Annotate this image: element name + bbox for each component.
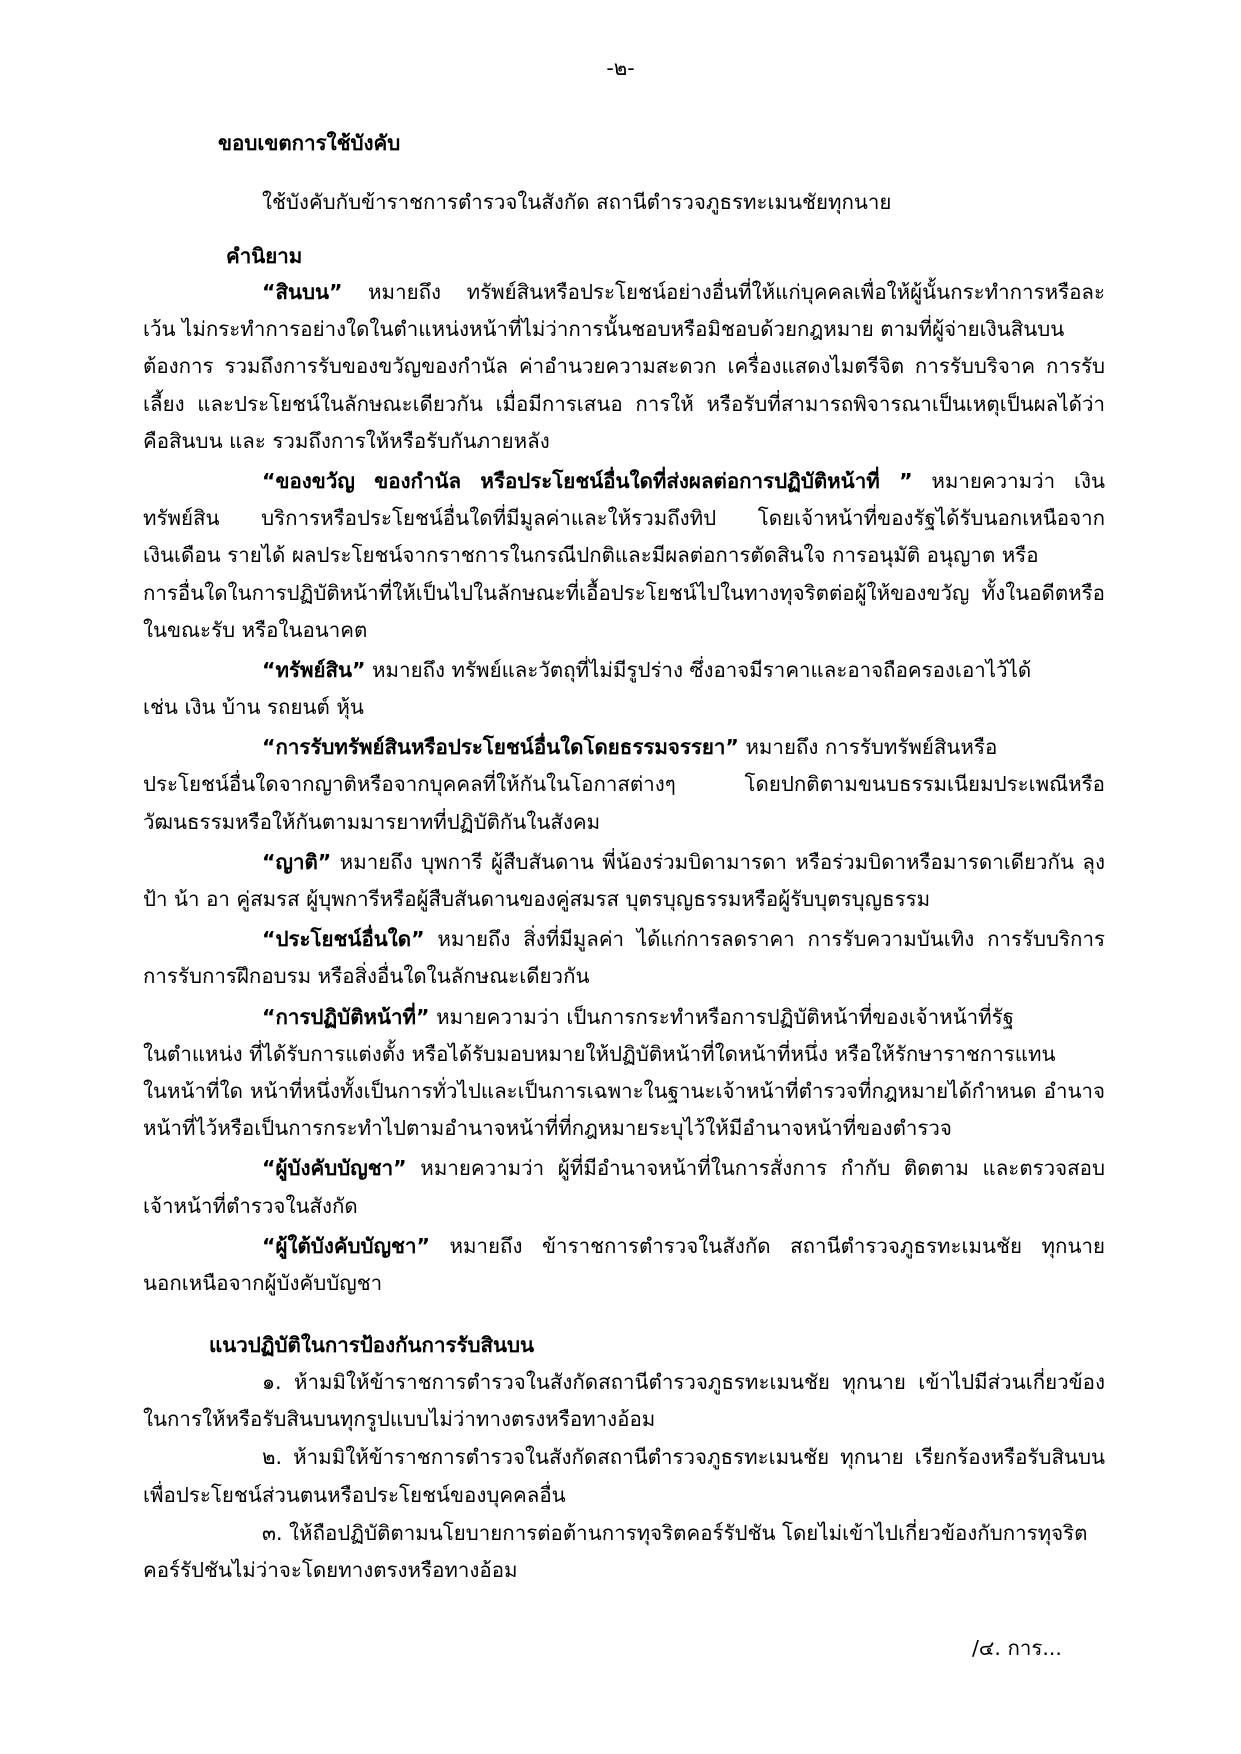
- definition-line: วัฒนธรรมหรือให้กันตามมารยาทที่ปฏิบัติกันในสังคม: [143, 809, 601, 834]
- definition-line: หน้าที่ไว้หรือเป็นการกระทำไปตามอำนาจหน้าที่ที่กฎหมายระบุไว้ให้มีอำนาจหน้าที่ของตำรวจ: [143, 1116, 952, 1141]
- guideline-item: [143, 1515, 1105, 1589]
- definition-line: ประโยชน์อื่นใดจากญาติหรือจากบุคคลที่ให้กันในโอกาสต่างๆ โดยปกติตามขนบธรรมเนียมประเพณีหรือ: [143, 772, 1105, 797]
- scope-body: [143, 184, 1105, 221]
- guidelines-list: [143, 1364, 1105, 1589]
- definition-term: “ทรัพย์สิน”: [262, 657, 366, 682]
- definition-line: ในตำแหน่ง ที่ได้รับการแต่งตั้ง หรือได้รับมอบหมายให้ปฏิบัติหน้าที่ใดหน้าที่หนึ่ง หรือให้รักษาราชการแทน: [143, 1041, 1056, 1066]
- definition-text: หมายความว่า เงิน: [912, 468, 1105, 493]
- guideline-line: ๓. ให้ถือปฏิบัติตามนโยบายการต่อต้านการทุจริตคอร์รัปชัน โดยไม่เข้าไปเกี่ยวข้องกับการทุจริต: [262, 1520, 1088, 1545]
- definition-line: [143, 1228, 1105, 1265]
- definition-term: “การรับทรัพย์สินหรือประโยชน์อื่นใดโดยธรรมจรรยา”: [262, 735, 739, 760]
- guideline-line: คอร์รัปชันไม่ว่าจะโดยทางตรงหรือทางอ้อม: [143, 1557, 518, 1582]
- definition-text: หมายถึง บุพการี ผู้สืบสันดาน พี่น้องร่วมบิดามารดา หรือร่วมบิดาหรือมารดาเดียวกัน ลุง: [331, 849, 1105, 874]
- definition-line: ในขณะรับ หรือในอนาคต: [143, 617, 368, 642]
- definitions-section: [143, 238, 1105, 275]
- continuation-marker: /๔. การ...: [972, 1636, 1062, 1660]
- definition-line: [143, 652, 1105, 689]
- scope-section: [143, 125, 1105, 162]
- definition-line: ในหน้าที่ใด หน้าที่หนึ่งทั้งเป็นการทั่วไปและเป็นการเฉพาะในฐานะเจ้าหน้าที่ตำรวจที่กฎหมายได้กำหนด อำนาจ: [143, 1078, 1105, 1103]
- definition-text: หมายความว่า เป็นการกระทำหรือการปฏิบัติหน้าที่ของเจ้าหน้าที่รัฐ: [429, 1004, 1014, 1029]
- definition-item: [143, 652, 1105, 726]
- definition-text: หมายถึง ทรัพย์สินหรือประโยชน์อย่างอื่นที่ให้แก่บุคคลเพื่อให้ผู้นั้นกระทำการหรือละ: [342, 280, 1105, 304]
- definition-line: [143, 463, 1105, 500]
- definition-item: [143, 844, 1105, 918]
- definition-text: หมายถึง ทรัพย์และวัตถุที่ไม่มีรูปร่าง ซึ่งอาจมีราคาและอาจถือครองเอาไว้ได้: [365, 657, 1032, 682]
- definition-line: ต้องการ รวมถึงการรับของขวัญของกำนัล ค่าอำนวยความสะดวก เครื่องแสดงไมตรีจิต การรับบริจาค การรับ: [143, 354, 1105, 379]
- definition-term: “ญาติ”: [262, 849, 332, 874]
- definition-line: [143, 274, 1105, 311]
- definition-text: หมายความว่า ผู้ที่มีอำนาจหน้าที่ในการสั่งการ กำกับ ติดตาม และตรวจสอบ: [406, 1156, 1105, 1181]
- guideline-line: เพื่อประโยชน์ส่วนตนหรือประโยชน์ของบุคคลอื่น: [143, 1482, 566, 1507]
- guideline-line: ๒. ห้ามมิให้ข้าราชการตำรวจในสังกัดสถานีตำรวจภูธรทะเมนชัย ทุกนาย เรียกร้องหรือรับสินบน: [262, 1445, 1105, 1470]
- guideline-item: [143, 1364, 1105, 1438]
- definitions-list: [143, 274, 1105, 1302]
- definition-item: [143, 1150, 1105, 1224]
- definition-line: [143, 921, 1105, 958]
- definition-line: นอกเหนือจากผู้บังคับบัญชา: [143, 1270, 383, 1295]
- definition-line: [143, 844, 1105, 881]
- definition-item: [143, 729, 1105, 841]
- definition-term: “สินบน”: [262, 280, 343, 304]
- definition-term: “การปฏิบัติหน้าที่”: [262, 1004, 430, 1029]
- definition-line: เว้น ไม่กระทำการอย่างใดในตำแหน่งหน้าที่ไม่ว่าการนั้นชอบหรือมิชอบด้วยกฎหมาย ตามที่ผู้จ่ายเงินสินบน: [143, 317, 1065, 342]
- definition-item: [143, 1228, 1105, 1302]
- definition-line: การรับการฝึกอบรม หรือสิ่งอื่นใดในลักษณะเดียวกัน: [143, 964, 590, 989]
- definition-line: เลี้ยง และประโยชน์ในลักษณะเดียวกัน เมื่อมีการเสนอ การให้ หรือรับที่สามารถพิจารณาเป็นเหตุเป็นผลได้ว่า: [143, 391, 1105, 416]
- definition-text: หมายถึง การรับทรัพย์สินหรือ: [738, 735, 998, 760]
- definition-line: คือสินบน และ รวมถึงการให้หรือรับกันภายหลัง: [143, 428, 550, 453]
- definition-term: “ผู้บังคับบัญชา”: [262, 1156, 407, 1181]
- definition-term: “ประโยชน์อื่นใด”: [262, 927, 425, 952]
- definition-item: [143, 463, 1105, 649]
- definition-item: [143, 999, 1105, 1148]
- definition-text: หมายถึง สิ่งที่มีมูลค่า ได้แก่การลดราคา การรับความบันเทิง การรับบริการ: [424, 927, 1105, 952]
- guideline-line: ในการให้หรือรับสินบนทุกรูปแบบไม่ว่าทางตรงหรือทางอ้อม: [143, 1407, 656, 1432]
- scope-heading: ขอบเขตการใช้บังคับ: [218, 131, 401, 155]
- definition-line: [143, 729, 1105, 766]
- definition-term: “ผู้ใต้บังคับบัญชา”: [262, 1233, 430, 1258]
- definition-text: หมายถึง ข้าราชการตำรวจในสังกัด สถานีตำรวจภูธรทะเมนชัย ทุกนาย: [429, 1233, 1105, 1258]
- definition-line: เงินเดือน รายได้ ผลประโยชน์จากราชการในกรณีปกติและมีผลต่อการตัดสินใจ การอนุมัติ อนุญาต หรือ: [143, 543, 1039, 568]
- guidelines-heading: แนวปฏิบัติในการป้องกันการรับสินบน: [209, 1333, 535, 1357]
- scope-text: ใช้บังคับกับข้าราชการตำรวจในสังกัด สถานีตำรวจภูธรทะเมนชัยทุกนาย: [262, 190, 892, 214]
- guidelines-section: [143, 1327, 1105, 1364]
- definition-line: [143, 1150, 1105, 1187]
- definition-line: ป้า น้า อา คู่สมรส ผู้บุพการีหรือผู้สืบสันดานของคู่สมรส บุตรบุญธรรมหรือผู้รับบุตรบุญธรรม: [143, 887, 931, 911]
- definition-line: เช่น เงิน บ้าน รถยนต์ หุ้น: [143, 695, 364, 720]
- guideline-item: [143, 1439, 1105, 1513]
- definition-line: ทรัพย์สิน บริการหรือประโยชน์อื่นใดที่มีมูลค่าและให้รวมถึงทิป โดยเจ้าหน้าที่ของรัฐได้รับนอกเหนือจาก: [143, 506, 1105, 531]
- definition-line: เจ้าหน้าที่ตำรวจในสังกัด: [143, 1193, 358, 1218]
- definitions-heading: คำนิยาม: [226, 244, 303, 268]
- definition-term: “ของขวัญ ของกำนัล หรือประโยชน์อื่นใดที่ส่งผลต่อการปฏิบัติหน้าที่ ”: [262, 468, 913, 493]
- definition-item: [143, 921, 1105, 995]
- definition-item: [143, 274, 1105, 460]
- definition-line: การอื่นใดในการปฏิบัติหน้าที่ให้เป็นไปในลักษณะที่เอื้อประโยชน์ไปในทางทุจริตต่อผู้ให้ของขวัญ ทั้งในอดีตหรือ: [143, 580, 1105, 605]
- definition-line: [143, 999, 1105, 1036]
- page-number: -๒-: [606, 56, 635, 80]
- guideline-line: ๑. ห้ามมิให้ข้าราชการตำรวจในสังกัดสถานีตำรวจภูธรทะเมนชัย ทุกนาย เข้าไปมีส่วนเกี่ยวข้อง: [262, 1370, 1105, 1394]
